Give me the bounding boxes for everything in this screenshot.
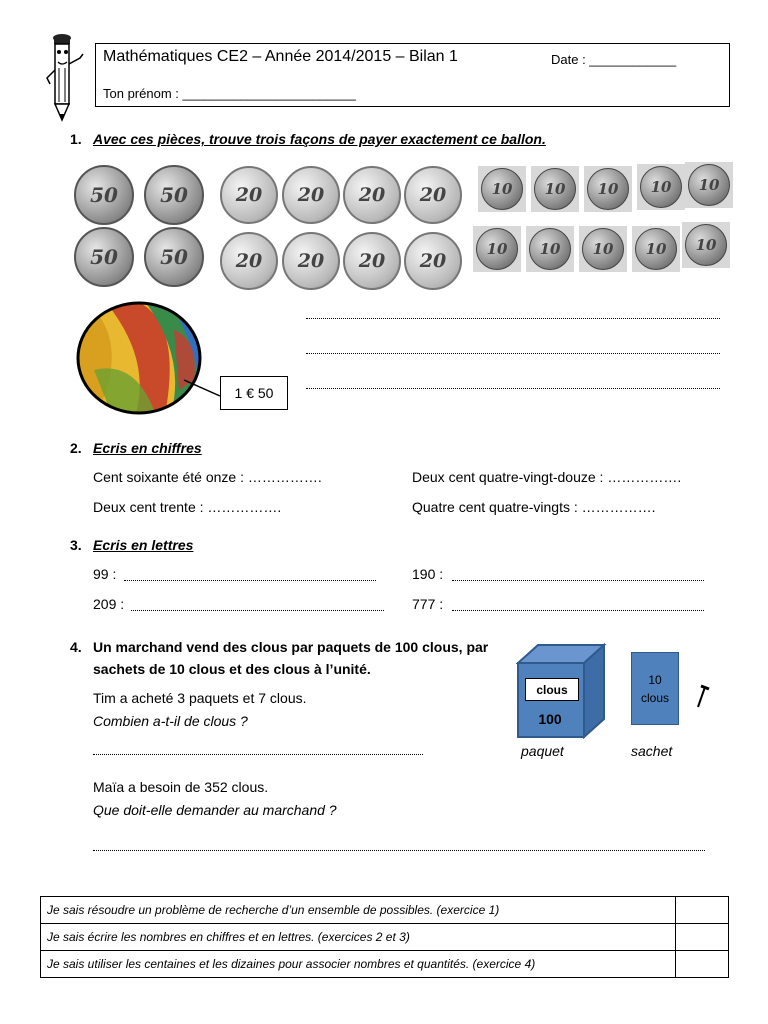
exercise-3-answer-line[interactable] bbox=[452, 610, 704, 611]
skill-evaluation-cell[interactable] bbox=[676, 924, 729, 951]
problem-2-question: Que doit-elle demander au marchand ? bbox=[93, 802, 337, 818]
coin-20-cent: 20 bbox=[282, 166, 340, 224]
coin-10-cent: 10 bbox=[637, 164, 685, 210]
date-field[interactable]: Date : ____________ bbox=[551, 52, 677, 67]
coin-10-cent: 10 bbox=[579, 226, 627, 272]
answer-line-3[interactable] bbox=[306, 388, 720, 389]
coin-10-cent: 10 bbox=[632, 226, 680, 272]
bag-label: clous bbox=[640, 690, 669, 705]
exercise-2-title: Ecris en chiffres bbox=[93, 440, 202, 456]
coin-20-cent: 20 bbox=[404, 166, 462, 224]
exercise-3-answer-line[interactable] bbox=[124, 580, 376, 581]
skill-evaluation-cell[interactable] bbox=[676, 897, 729, 924]
nail-icon bbox=[694, 683, 710, 709]
coin-10-cent: 10 bbox=[526, 226, 574, 272]
skill-evaluation-cell[interactable] bbox=[676, 951, 729, 978]
problem-2-text: Maïa a besoin de 352 clous. bbox=[93, 779, 269, 795]
coin-20-cent: 20 bbox=[343, 166, 401, 224]
box-number: 100 bbox=[538, 711, 562, 727]
problem-1-text: Tim a acheté 3 paquets et 7 clous. bbox=[93, 690, 307, 706]
problem-1-question: Combien a-t-il de clous ? bbox=[93, 713, 248, 729]
bag-caption: sachet bbox=[631, 743, 673, 759]
problem-2-answer-line[interactable] bbox=[93, 850, 705, 851]
skill-row bbox=[41, 897, 729, 924]
pencil-mascot-icon bbox=[44, 34, 84, 122]
skill-row bbox=[41, 951, 729, 978]
coin-20-cent: 20 bbox=[220, 232, 278, 290]
box-label: clous bbox=[525, 678, 579, 701]
exercise-4-statement: Un marchand vend des clous par paquets de 100 clous, par bbox=[93, 639, 489, 655]
exercise-2-item[interactable]: Deux cent quatre-vingt-douze : ……………. bbox=[412, 469, 682, 485]
coin-50-cent: 50 bbox=[74, 227, 134, 287]
exercise-3-item-label: 777 : bbox=[412, 596, 444, 612]
coin-10-cent: 10 bbox=[478, 166, 526, 212]
exercise-4-number: 4. bbox=[70, 639, 82, 655]
exercise-3-answer-line[interactable] bbox=[131, 610, 384, 611]
skill-row bbox=[41, 924, 729, 951]
ball-price-label: 1 € 50 bbox=[220, 376, 288, 410]
firstname-field[interactable]: Ton prénom : ________________________ bbox=[103, 86, 357, 101]
exercise-2-number: 2. bbox=[70, 440, 82, 456]
beach-ball-icon bbox=[74, 300, 224, 420]
skill-text: Je sais résoudre un problème de recherche d’un ensemble de possibles. (exercice 1) bbox=[41, 897, 676, 924]
page-title: Mathématiques CE2 – Année 2014/2015 – Bilan 1 bbox=[103, 48, 458, 65]
coin-20-cent: 20 bbox=[282, 232, 340, 290]
exercise-2-item[interactable]: Quatre cent quatre-vingts : ……………. bbox=[412, 499, 656, 515]
exercise-3-item-label: 190 : bbox=[412, 566, 444, 582]
exercise-3-title: Ecris en lettres bbox=[93, 537, 194, 553]
skills-table bbox=[40, 896, 729, 978]
coin-10-cent: 10 bbox=[682, 222, 730, 268]
exercise-3-answer-line[interactable] bbox=[452, 580, 704, 581]
answer-line-2[interactable] bbox=[306, 353, 720, 354]
coin-50-cent: 50 bbox=[74, 165, 134, 225]
coin-10-cent: 10 bbox=[685, 162, 733, 208]
coin-50-cent: 50 bbox=[144, 227, 204, 287]
coin-10-cent: 10 bbox=[584, 166, 632, 212]
coin-10-cent: 10 bbox=[531, 166, 579, 212]
exercise-3-item-label: 209 : bbox=[93, 596, 125, 612]
coin-50-cent: 50 bbox=[144, 165, 204, 225]
skill-text: Je sais utiliser les centaines et les dizaines pour associer nombres et quantités. (exercice 4) bbox=[41, 951, 676, 978]
coin-20-cent: 20 bbox=[220, 166, 278, 224]
exercise-4-statement: sachets de 10 clous et des clous à l’unité. bbox=[93, 661, 371, 677]
answer-line-1[interactable] bbox=[306, 318, 720, 319]
coin-20-cent: 20 bbox=[404, 232, 462, 290]
coin-10-cent: 10 bbox=[473, 226, 521, 272]
skill-text: Je sais écrire les nombres en chiffres et en lettres. (exercices 2 et 3) bbox=[41, 924, 676, 951]
bag-number: 10 bbox=[648, 672, 662, 687]
exercise-1-number: 1. bbox=[70, 131, 82, 147]
box-caption: paquet bbox=[521, 743, 564, 759]
exercise-3-number: 3. bbox=[70, 537, 82, 553]
exercise-2-item[interactable]: Cent soixante été onze : ……………. bbox=[93, 469, 322, 485]
exercise-2-item[interactable]: Deux cent trente : ……………. bbox=[93, 499, 282, 515]
problem-1-answer-line[interactable] bbox=[93, 754, 423, 755]
exercise-3-item-label: 99 : bbox=[93, 566, 117, 582]
nail-bag-icon bbox=[631, 652, 679, 725]
coin-20-cent: 20 bbox=[343, 232, 401, 290]
exercise-1-instruction: Avec ces pièces, trouve trois façons de payer exactement ce ballon. bbox=[93, 131, 546, 147]
